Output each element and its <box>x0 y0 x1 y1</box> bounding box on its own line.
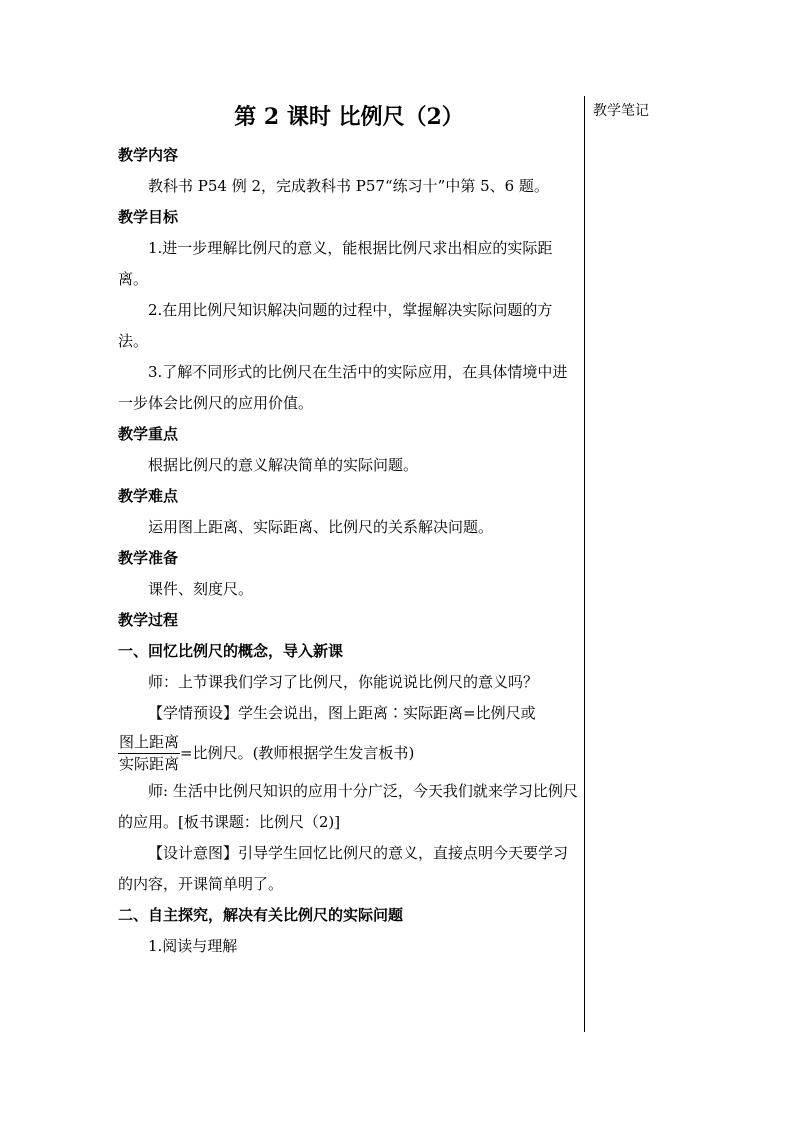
prep-text: 课件、刻度尺。 <box>148 580 254 598</box>
difficulties-text: 运用图上距离、实际距离、比例尺的关系解决问题。 <box>148 518 494 536</box>
key-points-heading: 教学重点 <box>118 425 179 443</box>
fraction-denominator: 实际距离 <box>119 755 180 773</box>
design-intent: 【设计意图】引导学生回忆比例尺的意义，直接点明今天要学习的内容，开课简单明了。 <box>118 844 569 893</box>
teacher-question: 师：上节课我们学习了比例尺，你能说说比例尺的意义吗？ <box>148 673 539 691</box>
formula-rest: =比例尺。(教师根据学生发言板书) <box>180 744 415 762</box>
lesson-body <box>118 140 580 962</box>
goal-item: 1.进一步理解比例尺的意义，能根据比例尺求出相应的实际距离。 <box>118 239 553 288</box>
process-part2-heading: 二、自主探究，解决有关比例尺的实际问题 <box>118 906 404 924</box>
fraction-numerator: 图上距离 <box>118 733 180 754</box>
teacher-intro: 师: 生活中比例尺知识的应用十分广泛，今天我们就来学习比例尺的应用。[板书课题：比例尺（2)] <box>118 782 578 831</box>
goal-item: 3.了解不同形式的比例尺在生活中的实际应用，在具体情境中进一步体会比例尺的应用价值。 <box>118 363 568 412</box>
step-heading: 1.阅读与理解 <box>148 937 238 955</box>
column-divider <box>584 96 585 1032</box>
notes-column-label: 教学笔记 <box>593 103 649 119</box>
goals-heading: 教学目标 <box>118 208 179 226</box>
lesson-title: 第 2 课时 比例尺（2） <box>234 104 464 130</box>
process-heading: 教学过程 <box>118 611 179 629</box>
process-part1-heading: 一、回忆比例尺的概念，导入新课 <box>118 642 344 660</box>
ratio-formula <box>118 733 580 774</box>
prep-heading: 教学准备 <box>118 549 179 567</box>
fraction <box>118 733 180 774</box>
difficulties-heading: 教学难点 <box>118 487 179 505</box>
goal-item: 2.在用比例尺知识解决问题的过程中，掌握解决实际问题的方法。 <box>118 301 553 350</box>
content-text: 教科书 P54 例 2，完成教科书 P57“练习十”中第 5、6 题。 <box>148 177 549 195</box>
learning-preset: 【学情预设】学生会说出，图上距离∶实际距离=比例尺或 <box>148 704 536 722</box>
key-points-text: 根据比例尺的意义解决简单的实际问题。 <box>148 456 419 474</box>
content-heading: 教学内容 <box>118 146 179 164</box>
